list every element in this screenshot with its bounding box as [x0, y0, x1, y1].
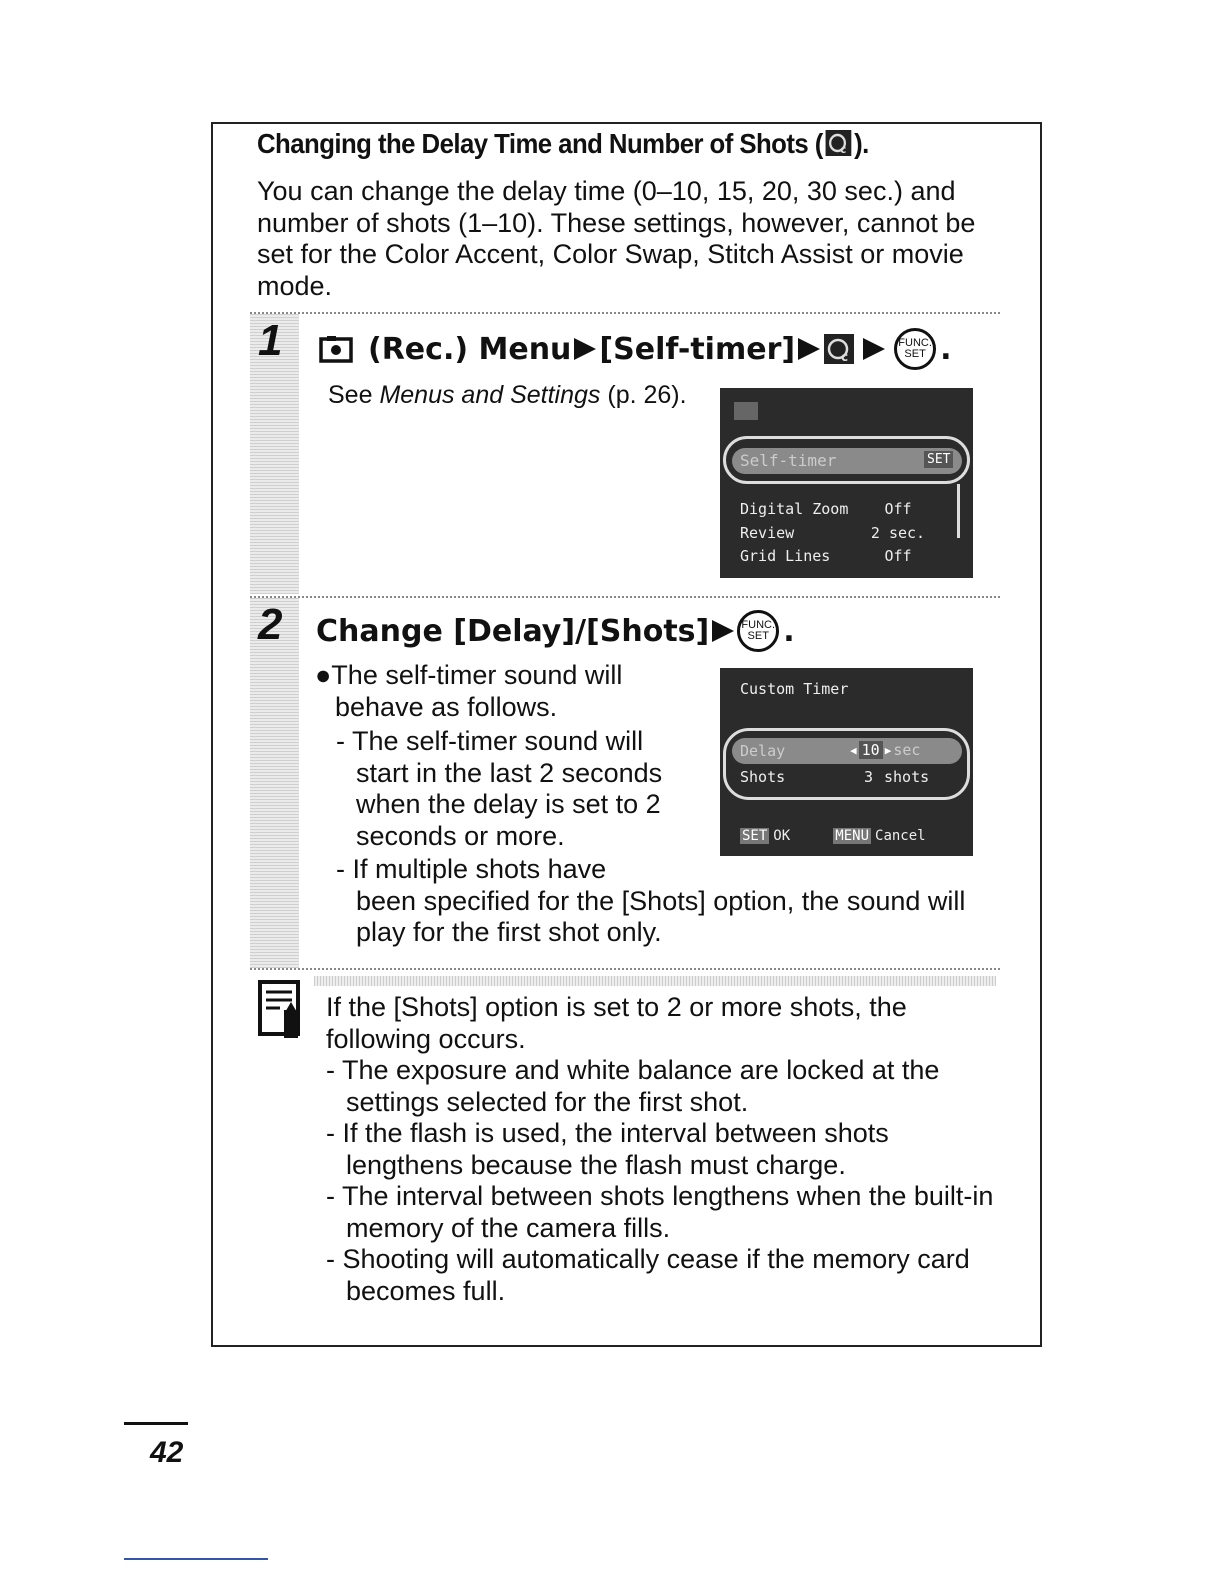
arrow-icon: [574, 338, 596, 360]
self-timer-menu-screen: [720, 388, 973, 578]
page-number-rule: [124, 1422, 188, 1425]
step-2-dash-2: - If multiple shots have been specified for the [Shots] option, the sound will play for the first shot only.: [336, 854, 966, 947]
screen-footer: SET OK MENU Cancel: [742, 828, 926, 844]
custom-timer-icon: [825, 129, 853, 157]
arrow-icon: [798, 338, 820, 360]
arrow-icon: [863, 338, 885, 360]
self-timer-label: Self-timer: [740, 451, 837, 470]
section-title: Changing the Delay Time and Number of Shots ( c ).: [257, 128, 869, 159]
svg-text:c: c: [840, 143, 846, 157]
menu-rows: [740, 498, 938, 569]
divider: [250, 968, 1002, 970]
divider: [250, 312, 1002, 314]
svg-text:c: c: [841, 350, 849, 364]
shots-row: Shots 3 shots: [740, 768, 930, 786]
func-set-icon: FUNC. SET: [894, 328, 936, 370]
left-arrow-icon: ◀: [850, 743, 857, 757]
memo-icon: [258, 980, 304, 1040]
memo-shade: [314, 976, 996, 986]
set-badge: SET: [924, 451, 953, 468]
step-2-bullet: ●The self-timer sound will behave as follows.: [315, 660, 623, 722]
camera-rec-icon: [318, 334, 354, 364]
arrow-icon: [712, 620, 734, 642]
step-2-dash-1: - The self-timer sound will start in the last 2 seconds when the delay is set to 2 seconds or more.: [336, 726, 663, 851]
delay-value: ◀ 10 ▶ sec: [850, 741, 921, 759]
delay-label: Delay: [740, 742, 786, 760]
section-intro: You can change the delay time (0–10, 15, 20, 30 sec.) and number of shots (1–10). These settings, however, cannot be set for the Color Accent, Color Swap, Stitch Assist or movie mode.: [257, 176, 976, 301]
camera-tab-icon: [734, 402, 758, 420]
menu-row-digital-zoom: Digital Zoom Off: [740, 500, 912, 518]
custom-timer-title: Custom Timer: [740, 680, 849, 698]
bottom-rule: [124, 1558, 268, 1560]
menu-row-review: Review 2 sec.: [740, 523, 926, 542]
step-1-note: See Menus and Settings (p. 26).: [328, 381, 687, 409]
step-2-number: 2: [258, 600, 283, 649]
memo-text: If the [Shots] option is set to 2 or more shots, the following occurs. - The exposure and white balance are locked at the settings selected for the first shot. - If the flash is used, the interval between shots lengthens because the flash must charge. - The interval between shots lengthens when the built-in memory of the camera fills. - Shooting will automatically cease if the memory card becomes full.: [326, 992, 994, 1306]
custom-timer-icon: [823, 333, 855, 365]
func-set-icon: FUNC. SET: [737, 610, 779, 652]
step-1-number: 1: [258, 316, 283, 365]
divider: [250, 596, 1002, 598]
page-number: 42: [150, 1436, 184, 1469]
step-shade: [250, 598, 299, 968]
step-2-heading: Change [Delay]/[Shots] FUNC. SET .: [316, 610, 795, 652]
right-arrow-icon: ▶: [884, 743, 892, 757]
custom-timer-screen: [720, 668, 973, 856]
step-1-heading: (Rec.) Menu [Self-timer] c FUNC. SET .: [318, 328, 952, 370]
scrollbar: [957, 484, 960, 538]
menu-row-grid-lines: Grid Lines Off: [740, 547, 912, 565]
